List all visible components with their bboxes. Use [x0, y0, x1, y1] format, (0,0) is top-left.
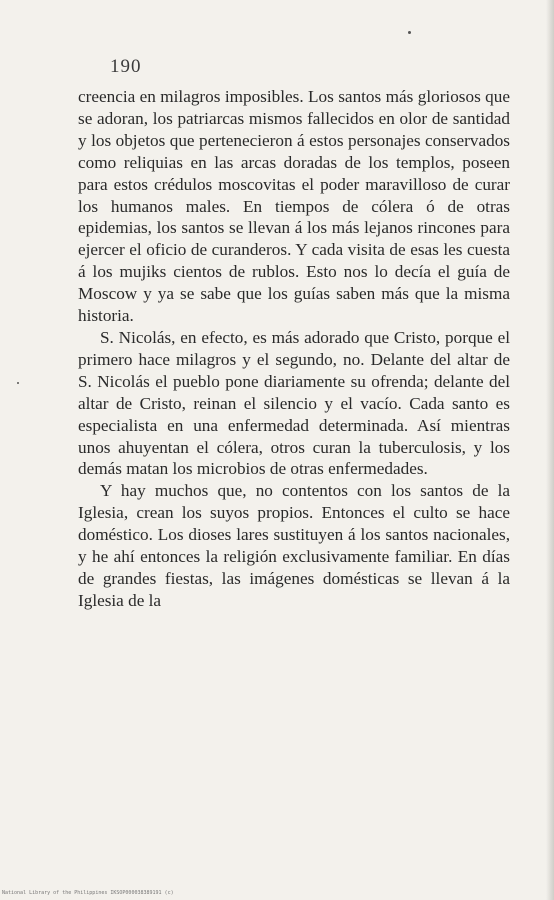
paragraph-3: Y hay muchos que, no contentos con los santos de la Iglesia, crean los suyos propios. Entonces el culto se hace doméstico. Los dioses lares sustituyen á los santos nacionales, y he ahí entonces la religión exclusivamente familiar. En días de grandes fiestas, las imágenes domésticas se llevan á la Iglesia de la [78, 481, 510, 610]
body-text [78, 86, 510, 612]
ink-speck [408, 31, 411, 34]
library-footer: National Library of the Philippines IKSOP000038389191 (c) [2, 890, 174, 896]
paragraph-2: S. Nicolás, en efecto, es más adorado que Cristo, porque el primero hace milagros y el segundo, no. Delante del altar de S. Nicolás el pueblo pone diariamente su ofrenda; delante del altar de Cristo, reinan el silencio y el vacío. Cada santo es especialista en una enfermedad determinada. Así mientras unos ahuyentan el cólera, otros curan la tuberculosis, y los demás matan los microbios de otras enfermedades. [78, 327, 510, 479]
ink-speck [17, 382, 19, 384]
page-number: 190 [110, 56, 142, 77]
page-spine-shadow [546, 0, 554, 900]
paragraph-1: creencia en milagros imposibles. Los santos más gloriosos que se adoran, los patriarcas mismos fallecidos en olor de santidad y los objetos que pertenecieron á estos personajes conservados como reliquias en las arcas doradas de los templos, poseen para estos crédulos moscovitas el poder maravilloso de curar los humanos males. En tiempos de cólera ó de otras epidemias, los santos se llevan á los más lejanos rincones para ejercer el oficio de curanderos. Y cada visita de esas les cuesta á los mujiks cientos de rublos. Esto nos lo decía el guía de Moscow y ya se sabe que los guías saben más que la misma historia. [78, 87, 510, 326]
